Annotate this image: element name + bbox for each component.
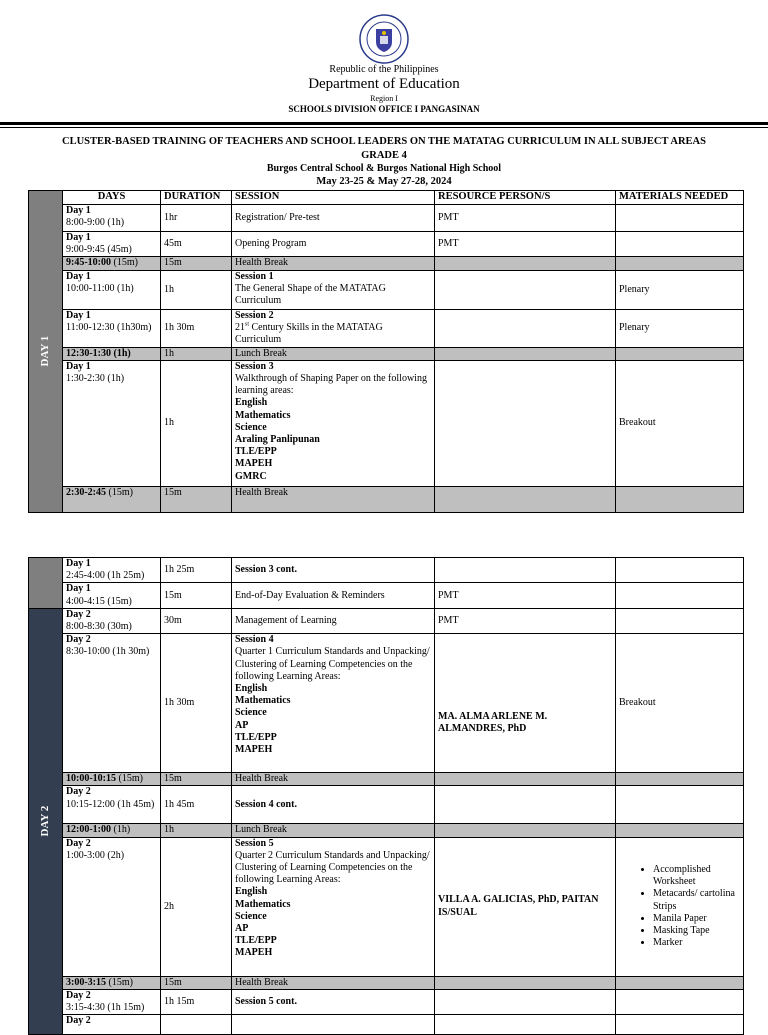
day-label: Day 2 [66,608,91,620]
duration-cell: 15m [161,257,232,270]
grade-level: GRADE 4 [361,150,407,161]
learning-area: Science [235,910,267,922]
republic-line: Republic of the Philippines [329,64,439,75]
day-label: Day 1 [66,558,91,569]
time-slot: 10:15-12:00 (1h 45m) [66,798,155,810]
session-text: Quarter 1 Curriculum Standards and Unpacking/ Clustering of Learning Competencies on the following Learning Areas: [235,646,430,682]
break-row [29,976,744,989]
region-line: Region I [370,94,398,103]
duration-cell: 2h [161,837,232,976]
table-row [29,270,744,309]
learning-area: Science [235,707,267,719]
session-cell: Health Break [232,773,435,786]
materials-cell: Breakout [616,634,744,773]
table-row [29,989,744,1014]
learning-area: MAPEH [235,458,273,470]
session-cell: Lunch Break [232,824,435,837]
day1-continued-band [29,558,63,609]
session-cell: Opening Program [232,232,435,257]
col-resource: RESOURCE PERSON/S [435,191,616,205]
materials-cell [616,205,744,232]
session-title: Session 1 [235,270,274,282]
duration-cell: 15m [161,773,232,786]
day-label: Day 1 [66,583,91,595]
session-cell: Registration/ Pre-test [232,205,435,232]
table-row [29,232,744,257]
col-session: SESSION [232,191,435,205]
deped-seal-logo [359,14,409,64]
day2-band [29,608,63,1034]
table-row [29,205,744,232]
table-row [29,583,744,608]
session-cell: Health Break [232,976,435,989]
time-slot: 9:00-9:45 (45m) [66,244,132,256]
day-label: Day 1 [66,360,91,372]
time-slot: 1:00-3:00 (2h) [66,849,125,861]
learning-area: MAPEH [235,744,273,756]
time-slot-bold: 10:00-10:15 [66,773,116,785]
time-slot-bold: 9:45-10:00 [66,257,111,269]
duration-cell: 1h [161,347,232,360]
duration-cell: 1h 45m [161,786,232,824]
table-row [29,1015,744,1035]
learning-area: English [235,397,268,409]
schedule-table-day1 [28,190,744,513]
session-cell: Health Break [232,486,435,512]
department-name: Department of Education [308,76,460,92]
list-item: • Manila Paper [653,913,740,925]
time-slot-rest: (15m) [111,257,138,269]
session-text: Quarter 2 Curriculum Standards and Unpacking/ Clustering of Learning Competencies on the following Learning Areas: [235,849,430,886]
col-days: DAYS [63,191,161,205]
resource-cell: VILLA A. GALICIAS, PhD, PAITAN IS/SUAL [435,837,616,976]
day-label: Day 1 [66,309,91,321]
time-slot-rest: (15m) [106,976,133,988]
duration-cell: 1h 30m [161,309,232,347]
time-slot: 12:30-1:30 (1h) [63,347,161,360]
resource-cell: MA. ALMA ARLENE M. ALMANDRES, PhD [435,634,616,773]
time-slot: 1:30-2:30 (1h) [66,373,125,385]
list-item: • Masking Tape [653,925,740,937]
session-cell: Session 5 cont. [232,989,435,1014]
header-row [29,191,744,205]
schedule-table-day2 [28,557,744,1035]
duration-cell: 30m [161,608,232,633]
session-text: Century Skills in the MATATAG Curriculum [235,321,383,346]
col-duration: DURATION [161,191,232,205]
time-slot: 8:30-10:00 (1h 30m) [66,646,150,658]
break-row [29,347,744,360]
session-text: Walkthrough of Shaping Paper on the following learning areas: [235,373,427,397]
table-row [29,608,744,633]
break-row [29,824,744,837]
header-rule-thick [0,122,768,125]
duration-cell: 1h 30m [161,634,232,773]
learning-area: TLE/EPP [235,446,277,458]
session-sup: st [245,321,250,328]
day2-label: DAY 2 [39,806,52,837]
learning-area: English [235,683,268,695]
learning-area: GMRC [235,470,267,482]
duration-cell: 1h [161,270,232,309]
materials-cell [616,837,744,976]
time-slot: 2:45-4:00 (1h 25m) [66,570,145,582]
duration-cell: 45m [161,232,232,257]
duration-cell: 15m [161,976,232,989]
break-row [29,773,744,786]
learning-area: AP [235,719,249,731]
table-row [29,309,744,347]
time-slot-bold: 2:30-2:45 [66,486,106,498]
duration-cell: 1h [161,360,232,486]
duration-cell: 1h [161,824,232,837]
duration-cell: 1h 25m [161,558,232,583]
day-label: Day 1 [66,232,91,243]
learning-area: Araling Panlipunan [235,434,320,446]
session-cell: Management of Learning [232,608,435,633]
day-label: Day 1 [66,205,91,216]
date-line: May 23-25 & May 27-28, 2024 [316,176,452,187]
col-materials: MATERIALS NEEDED [616,191,744,205]
day-label: Day 2 [66,786,91,798]
session-title: Session 4 [235,634,274,646]
day-label: Day 2 [66,989,91,1001]
learning-area: Mathematics [235,898,291,910]
learning-area: Mathematics [235,695,291,707]
time-slot: 11:00-12:30 (1h30m) [66,321,152,333]
duration-cell: 15m [161,486,232,512]
resource-cell: PMT [435,608,616,633]
session-num: 21 [235,321,245,333]
session-text: The General Shape of the MATATAG Curriculum [235,282,386,307]
materials-cell: Plenary [616,309,744,347]
time-slot: 4:00-4:15 (15m) [66,595,132,607]
session-cell: Session 3 cont. [232,558,435,583]
division-line: SCHOOLS DIVISION OFFICE I PANGASINAN [288,104,480,114]
session-cell: Session 4 cont. [232,786,435,824]
resource-cell: PMT [435,583,616,608]
learning-area: MAPEH [235,947,273,959]
time-slot: 10:00-11:00 (1h) [66,282,134,294]
resource-cell: PMT [435,205,616,232]
resource-cell: PMT [435,232,616,257]
time-slot: 8:00-8:30 (30m) [66,621,132,633]
session-title: Session 2 [235,309,274,321]
time-slot-rest: (15m) [116,773,143,785]
day-label: Day 2 [66,1015,91,1027]
learning-area: Science [235,421,267,433]
session-cell: End-of-Day Evaluation & Reminders [232,583,435,608]
session-title: Session 5 [235,837,274,849]
list-item: • Marker [653,937,740,949]
day-label: Day 2 [66,837,91,849]
session-cell: Lunch Break [232,347,435,360]
table-row [29,837,744,976]
learning-area: English [235,886,268,898]
time-slot: 3:15-4:30 (1h 15m) [66,1002,145,1014]
day1-band [29,191,63,513]
materials-list [619,864,740,949]
duration-cell: 1h 15m [161,989,232,1014]
day-label: Day 1 [66,270,91,282]
day1-label: DAY 1 [39,336,52,367]
time-slot-bold: 3:00-3:15 [66,976,106,988]
table-row [29,634,744,773]
training-title: CLUSTER-BASED TRAINING OF TEACHERS AND SCHOOL LEADERS ON THE MATATAG CURRICULUM IN ALL SUBJECT AREAS [62,136,706,147]
table-row [29,786,744,824]
list-item: • Metacards/ cartolina Strips [653,888,740,912]
learning-area: TLE/EPP [235,935,277,947]
materials-cell: Breakout [616,360,744,486]
duration-cell: 15m [161,583,232,608]
table-row [29,558,744,583]
materials-cell: Plenary [616,270,744,309]
break-row [29,486,744,512]
session-cell: Health Break [232,257,435,270]
venue-line: Burgos Central School & Burgos National High School [266,163,502,174]
learning-area: AP [235,923,249,935]
break-row [29,257,744,270]
list-item: • Accomplished Worksheet [653,864,740,888]
time-slot-bold: 12:00-1:00 [66,824,111,836]
learning-area: TLE/EPP [235,731,277,743]
materials-cell [616,232,744,257]
table-row [29,360,744,486]
duration-cell: 1hr [161,205,232,232]
time-slot-rest: (1h) [111,824,131,836]
time-slot-rest: (15m) [106,486,133,498]
session-title: Session 3 [235,360,274,372]
time-slot: 8:00-9:00 (1h) [66,217,125,229]
header-rule-thin [0,127,768,128]
learning-area: Mathematics [235,409,291,421]
day-label: Day 2 [66,634,91,646]
